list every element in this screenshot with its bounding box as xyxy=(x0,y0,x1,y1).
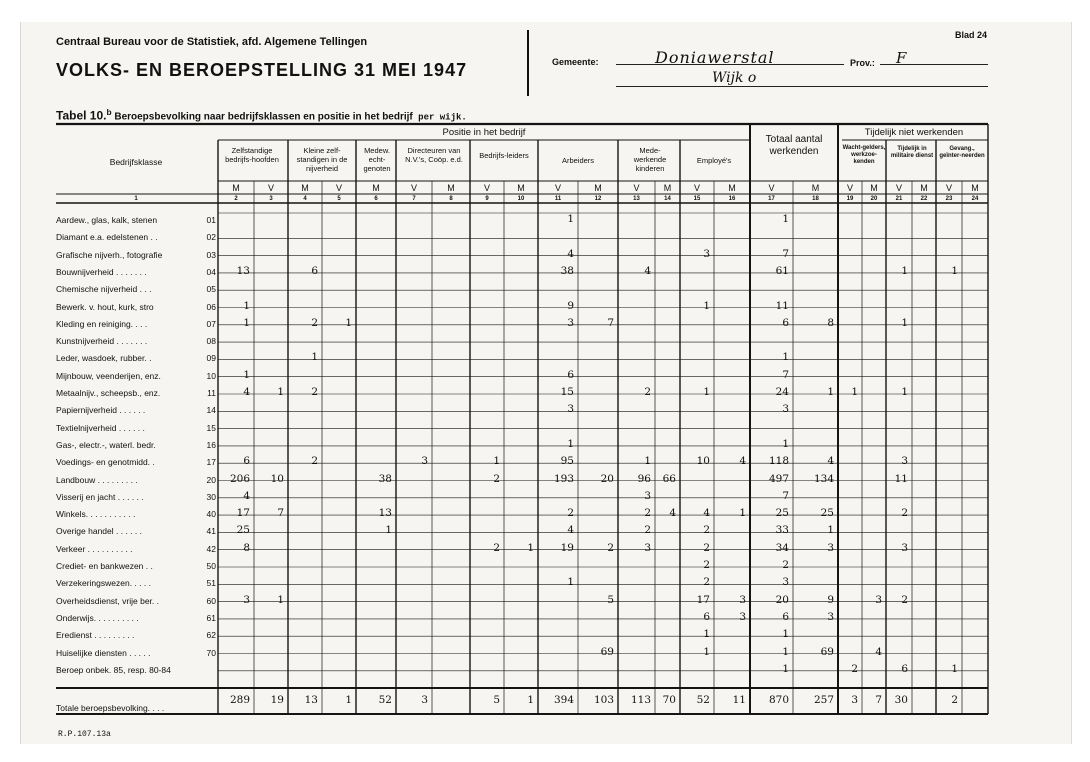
row-value: 1 xyxy=(782,645,789,658)
gemeente-label: Gemeente: xyxy=(552,57,599,67)
row-value: 2 xyxy=(493,472,500,485)
row-value: 6 xyxy=(311,264,318,277)
row-value: 4 xyxy=(669,507,676,520)
row-value: 2 xyxy=(703,541,710,554)
mv-label-m: M xyxy=(372,183,380,193)
row-value: 3 xyxy=(739,593,746,606)
header-directeuren: Directeuren van N.V.'s, Coöp. e.d. xyxy=(405,146,463,164)
total-value: 257 xyxy=(813,694,834,706)
row-value: 134 xyxy=(813,472,834,485)
row-value: 1 xyxy=(243,299,250,312)
row-value: 1 xyxy=(703,299,710,312)
header-arbeiders: Arbeiders xyxy=(561,156,595,165)
row-code: 08 xyxy=(206,336,216,347)
row-code: 10 xyxy=(206,370,216,381)
header-bedrijfsleiders: Bedrijfs-leiders xyxy=(479,151,529,160)
total-value: 113 xyxy=(630,694,651,706)
row-value: 1 xyxy=(243,368,250,381)
total-value: 11 xyxy=(732,694,746,706)
row-code: 01 xyxy=(206,215,216,225)
row-value: 4 xyxy=(703,507,710,520)
column-number: 10 xyxy=(517,196,525,202)
row-value: 2 xyxy=(851,662,858,675)
mv-label-m: M xyxy=(728,183,736,193)
row-code: 07 xyxy=(206,318,216,329)
row-label: Huiselijke diensten . . . . . xyxy=(56,647,151,658)
mv-label-v: V xyxy=(335,183,342,193)
row-value: 19 xyxy=(560,541,574,554)
row-value: 38 xyxy=(560,264,574,277)
row-code: 20 xyxy=(206,474,216,485)
row-label: Bouwnijverheid . . . . . . . xyxy=(56,266,147,277)
row-value: 69 xyxy=(820,645,834,658)
row-value: 6 xyxy=(567,368,574,381)
row-value: 1 xyxy=(311,351,318,364)
row-value: 1 xyxy=(782,628,789,641)
row-code: 42 xyxy=(206,543,216,554)
row-value: 11 xyxy=(894,472,908,485)
row-value: 5 xyxy=(607,593,614,606)
row-label: Papiernijverheid . . . . . . xyxy=(56,405,146,416)
row-value: 2 xyxy=(644,386,651,398)
row-code: 51 xyxy=(206,578,216,589)
form-code: R.P.107.13a xyxy=(58,730,111,739)
row-value: 1 xyxy=(703,645,710,658)
row-label: Verkeer . . . . . . . . . . xyxy=(56,543,133,554)
column-number: 19 xyxy=(846,196,854,202)
row-value: 2 xyxy=(703,524,710,537)
row-label: Onderwijs. . . . . . . . . . xyxy=(56,612,139,623)
row-code: 60 xyxy=(206,595,216,606)
mv-label-v: V xyxy=(895,183,902,193)
column-number: 1 xyxy=(134,196,138,202)
column-number: 18 xyxy=(812,196,819,202)
mv-label-m: M xyxy=(811,183,820,193)
row-value: 3 xyxy=(567,403,574,416)
row-value: 2 xyxy=(644,524,651,537)
header-positie: Positie in het bedrijf xyxy=(442,127,526,138)
row-code: 14 xyxy=(206,405,216,416)
column-number: 11 xyxy=(554,196,562,202)
row-code: 09 xyxy=(206,353,216,364)
row-value: 7 xyxy=(782,489,789,502)
row-value: 497 xyxy=(768,472,789,485)
mv-label-m: M xyxy=(920,183,928,193)
header-zelfstandige: Zelfstandige bedrijfs-hoofden xyxy=(225,146,279,164)
mv-label-m: M xyxy=(517,183,525,193)
row-code: 03 xyxy=(206,249,216,260)
row-code: 15 xyxy=(206,422,216,433)
mv-label-v: V xyxy=(633,183,640,193)
total-value: 30 xyxy=(894,694,908,706)
row-value: 1 xyxy=(901,316,908,329)
column-number: 16 xyxy=(728,196,736,202)
row-value: 3 xyxy=(243,593,250,606)
row-value: 95 xyxy=(560,455,574,468)
row-code: 70 xyxy=(206,647,216,658)
wijk-value: Wijk o xyxy=(712,70,757,86)
total-value: 3 xyxy=(421,694,428,706)
row-label: Metaalnijv., scheepsb., enz. xyxy=(56,388,161,398)
row-label: Overheidsdienst, vrije ber. . xyxy=(56,595,159,606)
column-number: 3 xyxy=(269,196,273,202)
row-label: Voedings- en genotmidd. . xyxy=(56,457,155,468)
row-value: 33 xyxy=(775,524,789,537)
row-value: 8 xyxy=(243,541,250,554)
row-value: 2 xyxy=(703,576,710,589)
row-value: 4 xyxy=(243,489,250,502)
row-label: Bewerk. v. hout, kurk, stro xyxy=(56,301,154,312)
row-value: 4 xyxy=(567,247,574,260)
row-label: Verzekeringswezen. . . . . xyxy=(56,578,151,589)
mv-label-m: M xyxy=(870,183,878,193)
row-value: 1 xyxy=(703,386,710,398)
row-value: 25 xyxy=(236,524,250,537)
column-number: 9 xyxy=(485,196,489,202)
row-value: 20 xyxy=(600,472,614,485)
total-value: 2 xyxy=(951,694,958,706)
header-totaal: Totaal aantal werkenden xyxy=(765,134,823,157)
row-value: 1 xyxy=(827,386,834,398)
row-code: 17 xyxy=(206,457,216,468)
row-value: 6 xyxy=(782,316,789,329)
row-value: 3 xyxy=(827,541,834,554)
row-label: Crediet- en bankwezen . . xyxy=(56,561,153,571)
row-value: 1 xyxy=(901,264,908,277)
mv-label-v: V xyxy=(768,183,775,193)
row-value: 2 xyxy=(901,507,908,520)
row-label: Winkels. . . . . . . . . . . xyxy=(56,509,136,520)
total-value: 7 xyxy=(875,694,882,706)
total-value: 394 xyxy=(553,694,574,706)
row-value: 61 xyxy=(775,264,789,277)
mv-label-m: M xyxy=(663,183,672,193)
mv-label-v: V xyxy=(554,183,561,193)
row-value: 96 xyxy=(637,472,651,485)
row-value: 17 xyxy=(236,507,250,520)
header-militaire: Tijdelijk in militaire dienst xyxy=(890,146,934,159)
column-number: 21 xyxy=(895,196,903,202)
row-label: Textielnijverheid . . . . . . xyxy=(56,422,145,433)
row-code: 05 xyxy=(206,284,216,295)
province-value: F xyxy=(896,49,907,67)
row-value: 3 xyxy=(421,455,428,468)
header-employes: Employé's xyxy=(696,156,732,165)
total-value: 103 xyxy=(593,694,614,706)
row-value: 1 xyxy=(243,316,250,329)
row-value: 2 xyxy=(567,507,574,520)
header-gevangenen: Gevang., geïnter-neerden xyxy=(939,146,985,159)
row-value: 3 xyxy=(901,455,908,468)
column-number: 13 xyxy=(633,196,640,202)
row-value: 4 xyxy=(827,455,834,468)
row-value: 24 xyxy=(775,386,789,398)
header-medewerkende: Mede-werkende kinderen xyxy=(633,146,667,173)
column-number: 15 xyxy=(693,196,701,202)
row-value: 1 xyxy=(277,593,284,606)
row-code: 61 xyxy=(206,612,216,623)
row-code: 62 xyxy=(206,630,216,641)
mv-label-m: M xyxy=(594,183,602,193)
row-label: Visserij en jacht . . . . . . xyxy=(56,491,144,502)
row-value: 7 xyxy=(782,368,789,381)
column-number: 4 xyxy=(303,196,307,202)
row-value: 1 xyxy=(385,524,392,537)
row-value: 193 xyxy=(553,472,574,485)
row-value: 206 xyxy=(229,472,250,485)
row-value: 2 xyxy=(493,541,500,554)
row-value: 11 xyxy=(775,299,789,312)
column-number: 23 xyxy=(945,196,953,202)
row-value: 3 xyxy=(901,541,908,554)
row-value: 4 xyxy=(567,524,574,537)
total-value: 870 xyxy=(768,694,789,706)
column-number: 14 xyxy=(664,196,671,202)
row-value: 4 xyxy=(644,264,651,277)
row-code: 40 xyxy=(206,509,216,520)
row-value: 3 xyxy=(827,610,834,623)
total-value: 1 xyxy=(345,694,352,706)
column-number: 24 xyxy=(971,196,979,202)
row-value: 2 xyxy=(644,507,651,520)
row-value: 1 xyxy=(901,386,908,398)
row-value: 3 xyxy=(782,403,789,416)
row-value: 2 xyxy=(782,559,789,571)
row-code: 16 xyxy=(206,439,216,450)
row-label: Mijnbouw, veenderijen, enz. xyxy=(56,370,161,381)
row-value: 3 xyxy=(644,541,651,554)
total-value: 5 xyxy=(493,694,500,706)
total-value: 70 xyxy=(662,694,676,706)
row-value: 3 xyxy=(739,610,746,623)
row-label: Aardew., glas, kalk, stenen xyxy=(56,215,158,225)
row-value: 9 xyxy=(827,593,834,606)
row-value: 3 xyxy=(644,489,651,502)
totals-label: Totale beroepsbevolking. . . . xyxy=(56,703,165,713)
row-label: Diamant e.a. edelstenen . . xyxy=(56,232,158,243)
row-value: 8 xyxy=(827,316,834,329)
row-value: 1 xyxy=(827,524,834,537)
column-number: 5 xyxy=(337,196,341,202)
row-value: 2 xyxy=(901,593,908,606)
mv-label-v: V xyxy=(410,183,417,193)
row-label: Chemische nijverheid . . . xyxy=(56,284,152,295)
row-value: 1 xyxy=(851,386,858,398)
row-value: 118 xyxy=(768,455,789,468)
row-value: 7 xyxy=(607,316,614,329)
row-value: 1 xyxy=(782,351,789,364)
column-number: 12 xyxy=(594,196,602,202)
total-value: 52 xyxy=(696,694,710,706)
total-value: 19 xyxy=(270,694,284,706)
table-title: Tabel 10.$^b$ Beroepsbevolking naar bedrijfsklassen en positie in het bedrijf per wijk. xyxy=(56,107,467,123)
mv-label-m: M xyxy=(447,183,455,193)
row-value: 2 xyxy=(311,386,318,398)
mv-label-v: V xyxy=(267,183,274,193)
row-value: 20 xyxy=(775,593,789,606)
row-value: 1 xyxy=(739,507,746,520)
mv-label-v: V xyxy=(693,183,700,193)
row-value: 1 xyxy=(345,316,352,329)
row-value: 1 xyxy=(493,455,500,468)
row-value: 13 xyxy=(378,507,392,520)
row-code: 41 xyxy=(206,526,216,537)
row-value: 6 xyxy=(901,662,908,675)
row-value: 6 xyxy=(782,610,789,623)
bureau-name: Centraal Bureau voor de Statistiek, afd. Algemene Tellingen xyxy=(56,36,368,48)
row-value: 3 xyxy=(567,316,574,329)
row-value: 1 xyxy=(567,576,574,589)
mv-label-m: M xyxy=(232,183,240,193)
row-label: Kleding en reiniging. . . . xyxy=(56,318,148,329)
row-code: 04 xyxy=(206,266,216,277)
row-value: 10 xyxy=(696,455,710,468)
row-value: 7 xyxy=(277,507,284,520)
row-value: 1 xyxy=(527,541,534,554)
row-label: Gas-, electr.-, waterl. bedr. xyxy=(56,439,156,450)
column-number: 17 xyxy=(768,196,775,202)
row-value: 34 xyxy=(775,541,789,554)
row-value: 2 xyxy=(311,455,318,468)
row-label: Kunstnijverheid . . . . . . . xyxy=(56,336,148,347)
row-code: 30 xyxy=(206,491,216,502)
row-value: 2 xyxy=(311,316,318,329)
row-value: 9 xyxy=(567,299,574,312)
row-value: 1 xyxy=(951,264,958,277)
header-kleine: Kleine zelf-standigen in de nijverheid xyxy=(296,146,348,173)
row-value: 38 xyxy=(378,472,392,485)
mv-label-m: M xyxy=(301,183,309,193)
row-value: 25 xyxy=(820,507,834,520)
row-code: 02 xyxy=(206,232,216,243)
column-number: 8 xyxy=(449,196,453,202)
column-number: 6 xyxy=(374,196,378,202)
row-label: Grafische nijverh., fotografie xyxy=(56,249,163,260)
row-value: 4 xyxy=(875,645,882,658)
row-value: 13 xyxy=(236,264,250,277)
mv-label-v: V xyxy=(483,183,490,193)
form-title: VOLKS- EN BEROEPSTELLING 31 MEI 1947 xyxy=(56,60,468,80)
row-value: 10 xyxy=(270,472,284,485)
row-value: 1 xyxy=(703,628,710,641)
mv-label-m: M xyxy=(971,183,979,193)
row-value: 1 xyxy=(782,437,789,450)
column-number: 7 xyxy=(412,196,416,202)
gemeente-value: Doniawerstal xyxy=(655,48,775,67)
row-value: 7 xyxy=(782,247,789,260)
row-value: 6 xyxy=(703,610,710,623)
row-value: 17 xyxy=(696,593,710,606)
row-code: 50 xyxy=(206,561,216,571)
row-value: 3 xyxy=(703,247,710,260)
total-value: 13 xyxy=(304,694,318,706)
total-value: 289 xyxy=(229,694,250,706)
row-value: 66 xyxy=(662,472,676,485)
row-label: Overige handel . . . . . . xyxy=(56,526,142,537)
header-medew: Medew. echt-genoten xyxy=(363,146,391,173)
row-value: 4 xyxy=(243,386,250,398)
column-number: 20 xyxy=(870,196,878,202)
row-value: 15 xyxy=(560,386,574,398)
column-number: 2 xyxy=(234,196,238,202)
row-value: 3 xyxy=(782,576,789,589)
row-value: 6 xyxy=(243,455,250,468)
row-value: 1 xyxy=(567,213,574,225)
row-label: Beroep onbek. 85, resp. 80-84 xyxy=(56,664,171,675)
row-label: Leder, wasdoek, rubber. . xyxy=(56,353,152,364)
mv-label-v: V xyxy=(846,183,853,193)
page-number: Blad 24 xyxy=(955,30,988,40)
row-value: 1 xyxy=(567,437,574,450)
row-value: 1 xyxy=(644,455,651,468)
row-value: 69 xyxy=(600,645,614,658)
total-value: 3 xyxy=(851,694,858,706)
column-number: 22 xyxy=(920,196,928,202)
row-label: Landbouw . . . . . . . . . xyxy=(56,474,138,485)
row-value: 1 xyxy=(951,662,958,675)
row-label: Eredienst . . . . . . . . . xyxy=(56,630,135,641)
total-value: 1 xyxy=(527,694,534,706)
total-value: 52 xyxy=(378,694,392,706)
header-wachtgelders: Wacht-gelders, werkzoe-kenden xyxy=(842,145,886,165)
row-value: 1 xyxy=(277,386,284,398)
row-value: 1 xyxy=(782,662,789,675)
mv-label-v: V xyxy=(945,183,952,193)
row-value: 4 xyxy=(739,455,746,468)
row-code: 11 xyxy=(207,388,216,398)
row-code: 06 xyxy=(206,301,216,312)
row-value: 1 xyxy=(782,213,789,225)
header-bedrijfsklasse: Bedrijfsklasse xyxy=(109,157,163,167)
row-value: 2 xyxy=(607,541,614,554)
province-label: Prov.: xyxy=(850,58,875,68)
row-value: 3 xyxy=(875,593,882,606)
row-value: 2 xyxy=(703,559,710,571)
row-value: 25 xyxy=(775,507,789,520)
header-tijdelijk: Tijdelijk niet werkenden xyxy=(864,127,964,138)
